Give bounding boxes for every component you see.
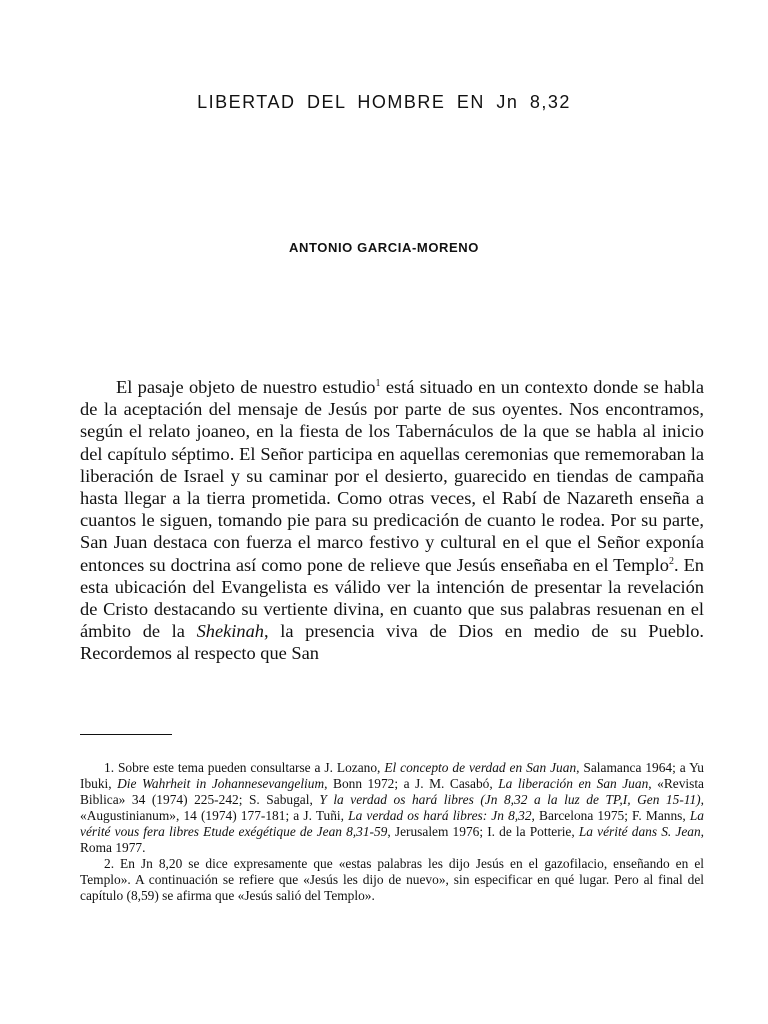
footnote-italic-title: La liberación en San Juan — [498, 776, 649, 791]
footnote-text-segment: , Salamanca 1964; a Yu Ibuki, — [80, 760, 704, 791]
footnote-text-segment: , Barcelona 1975; F. Manns, — [531, 808, 690, 823]
body-text-segment: , la presencia viva de Dios en medio de su Pueblo. Recordemos al respecto que San — [80, 621, 704, 664]
footnote-text-segment: , Roma 1977. — [80, 824, 705, 855]
footnote-italic-title: La verdad os hará libres: Jn 8,32 — [348, 808, 532, 823]
footnote-italic-title: La vérité dans S. Jean — [578, 824, 701, 839]
footnote-italic-title: Y la verdad os hará libres (Jn 8,32 a la luz de TP,I, Gen 15-11) — [319, 792, 701, 807]
footnote-text-segment: 1. Sobre este tema pueden consultarse a J. Lozano, — [104, 760, 385, 775]
footnote-text-segment: , Bonn 1972; a J. M. Casabó, — [324, 776, 499, 791]
footnote-italic-title: La vérité vous fera libres Etude exégétique de Jean 8,31-59 — [80, 808, 705, 839]
footnote-italic-title: Die Wahrheit in Johannesevangelium — [117, 776, 325, 791]
body-text-segment: El pasaje objeto de nuestro estudio — [116, 377, 376, 397]
body-text-segment: está situado en un contexto donde se habla de la aceptación del mensaje de Jesús por parte de sus oyentes. Nos encontramos, según el relato joaneo, en la fiesta de los Tabernáculos de la que se habla al inicio del capítulo séptimo. El Señor participa en aquellas ceremonias que rememoraban la liberación de Israel y su caminar por el desierto, guarecido en tiendas de campaña hasta llegar a la tierra prometida. Como otras veces, el Rabí de Nazareth enseña a cuantos le siguen, tomando pie para su predicación de cuanto le rodea. Por su parte, San Juan destaca con fuerza el marco festivo y cultural en el que el Señor exponía entonces su doctrina así como pone de relieve que Jesús enseñaba en el Templo — [80, 377, 704, 575]
body-italic-term: Shekinah — [196, 621, 264, 642]
body-paragraph — [80, 376, 704, 665]
footnote-2: 2. En Jn 8,20 se dice expresamente que «estas palabras les dijo Jesús en el gazofilacio, enseñando en el Templo». A continuación se refiere que «Jesús les dijo de nuevo», sin especificar en qué lugar. Pero al final del capítulo (8,59) se afirma que «Jesús salió del Templo». — [80, 856, 704, 903]
footnote-marker: 2 — [669, 555, 674, 567]
footnote-text-segment: , Jerusalem 1976; I. de la Potterie, — [387, 824, 579, 839]
footnotes — [80, 760, 704, 904]
article-title: LIBERTAD DEL HOMBRE EN Jn 8,32 — [197, 92, 571, 112]
footnote-text-segment: , «Augustinianum», 14 (1974) 177-181; a J. Tuñi, — [80, 792, 704, 823]
article-author: ANTONIO GARCIA-MORENO — [288, 240, 480, 255]
footnote-1 — [80, 760, 704, 856]
footnote-separator — [80, 734, 172, 735]
footnote-italic-title: El concepto de verdad en San Juan — [384, 760, 577, 775]
body-text-segment: . En esta ubicación del Evangelista es válido ver la intención de presentar la revelación de Cristo destacando su vertiente divina, en cuanto que sus palabras resuenan en el ámbito de la — [80, 554, 704, 642]
footnote-marker: 1 — [375, 377, 381, 389]
footnote-text-segment: , «Revista Biblica» 34 (1974) 225-242; S. Sabugal, — [80, 776, 705, 807]
